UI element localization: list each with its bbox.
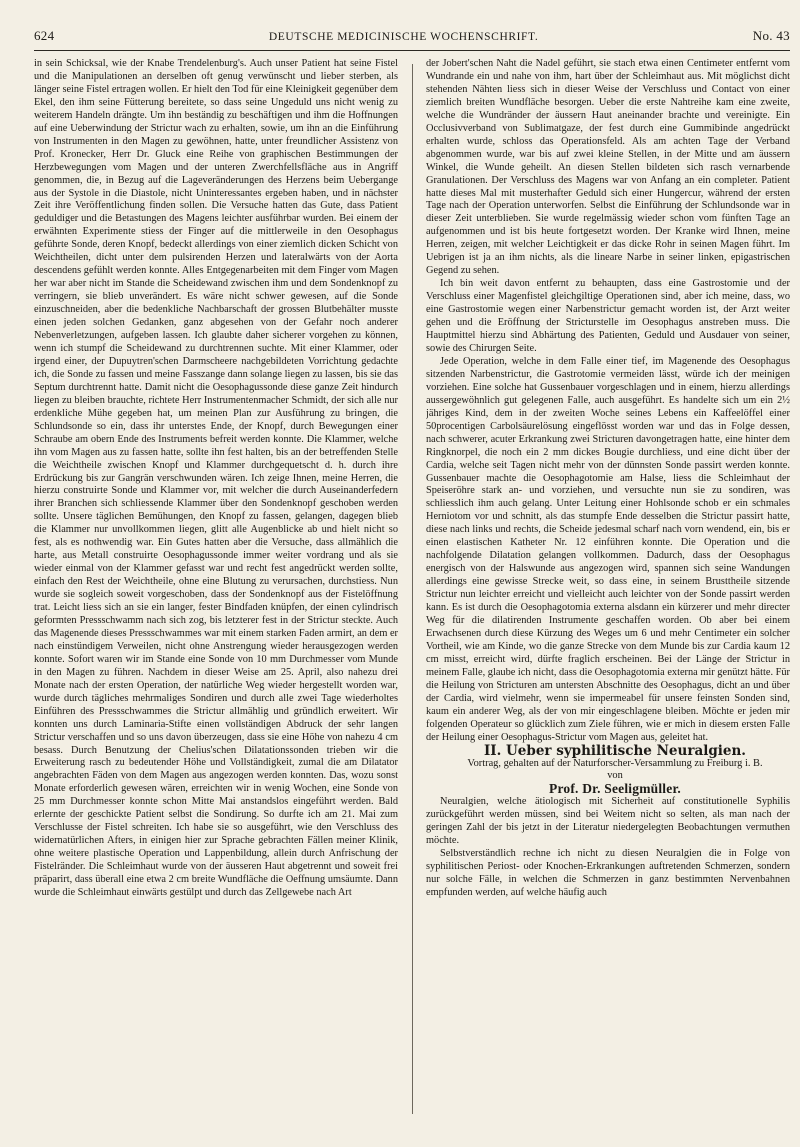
- section-title: II. Ueber syphilitische Neuralgien.: [483, 742, 746, 759]
- header-rule: [34, 50, 790, 51]
- body-paragraph: Jede Operation, welche in dem Falle einer tief, im Magenende des Oesophagus sitzenden Narbenstrictur, die Gastrotomie vermeiden lässt, würde ich der meinigen vorziehen. Eine solche hat Gussenbauer vorgeschlagen und in einem, hierzu allerdings aussergewöhnlich gut gelegenen Falle, auch ausgeführt. Es handelte sich um ein 2½ jähriges Kind, dem in der zweiten Woche seines Lebens ein Kaffeelöffel einer 50procentigen Carbolsäurelösung eingeflösst worden war und das in Folge dessen, nach schwerer, acuter Erkrankung zwei Stricturen davongetragen hatte, eine hinter dem Ringknorpel, die noch ein 2 mm dickes Bougie durchliess, und eine dicht über der Cardia, welche seit Tagen nicht mehr von der dünnsten Sonde passirt werden konnte. Gussenbauer machte die Oesophagotomie am Halse, liess die Schleimhaut der Speiseröhre stark an- und vorziehen, und versuchte nun sie zu sondiren, was schliesslich ihm auch gelang. Unter Leitung einer Hohlsonde schob er ein schmales Herniotom vor und schnitt, als das stumpfe Ende desselben die Strictur passirt hatte, diese nach links und rechts, die Scheide jedesmal scharf nach vorn wendend, ein, bis er einen elastischen Katheter Nr. 12 einführen konnte. Die Operation und die nachfolgende Dilatation gelangen vollkommen. Dadurch, dass der Oesophagus energisch von der Halswunde aus angezogen wird, spannen sich seine Wandungen allerdings eine gewisse Strecke weit, so dass eine, in seinem Brusttheile sitzende Strictur nun leichter erreicht und vielleicht auch leichter von der Sonde passirt werden kann. Es ist durch die Oesophagotomia externa alsdann ein kürzerer und mehr directer Weg für die dilatirenden Instrumente geschaffen worden. Ob aber bei einem Erwachsenen durch diese Kürzung des Weges um 6 und mehr Centimeter ein solcher Vortheil, wie am Kinde, wo die ganze Strecke von dem Munde bis zur Cardia kaum 12 cm misst, erreicht wird, dürfte fraglich erscheinen. Bei der Länge der Strictur in meinem Falle, glaube ich nicht, dass die Oesophagotomia externa mir genützt hätte. Für die Heilung von Stricturen am untersten Abschnitte des Oesophagus, dicht an und über der Cardia, wird vielmehr, wenn sie impermeabel für unsere feinsten Sonden sind, kaum ein anderer Weg, als der von mir eingeschlagene bleiben. Möchte er jeden mir folgenden Operateur so glücklich zum Ziele führen, wie er mich in diesem ersten Falle der Heilung einer Oesophagus-Strictur vom Magen aus, geleitet hat.: [426, 355, 790, 743]
- section-subtitle: Vortrag, gehalten auf der Naturforscher-Versammlung zu Freiburg i. B.: [467, 758, 763, 770]
- body-paragraph: Ich bin weit davon entfernt zu behaupten, dass eine Gastrostomie und der Verschluss einer Magenfistel gleichgiltige Operationen sind, aber ich meine, dass, wo eine Gastrostomie wegen einer Narbenstrictur gemacht worden ist, der Arzt weiter gehen und die Eröffnung der Stricturstelle im Oesophagus anstreben muss. Die Hauptmittel hierzu sind Abhärtung des Patienten, Geduld und Ausdauer von seiner, sowie des Chirurgen Seite.: [426, 278, 790, 354]
- body-paragraph: Selbstverständlich rechne ich nicht zu diesen Neuralgien die in Folge von syphilitischen Periost- oder Knochen-Erkrankungen auftretenden Schmerzen, sondern nur solche Fälle, in welchen die Schmerzen in ganz bestimmten Nervenbahnen empfunden werden, auf welche häufig auch: [426, 848, 790, 899]
- right-column: [426, 58, 790, 1138]
- body-paragraph: der Jobert'schen Naht die Nadel geführt, sie stach etwa einen Centimeter entfernt vom Wundrande ein und nahe von ihm, hart über der Schleimhaut aus. Mit möglichst dicht stehenden Nähten liess sich in dieser Weise der Verschluss und Contact von einer ziemlich breiten Wundfläche besorgen. Ueber die erste Nahtreihe kam eine zweite, welche die Wundränder der äussern Haut aneinander brachte und vereinigte. Ein Occlusivverband von Sublimatgaze, der fest durch eine Gummibinde angedrückt erhalten wurde, schloss das Operationsfeld. Als am achten Tage der Verband abgenommen wurde, war bis auf zwei kleine Stellen, in der Mitte und am äussern Winkel, die Wunde geheilt. An diesen Stellen bildeten sich rasch vernarbende Granulationen. Der Verschluss des Magens war von Anfang an ein completer. Patient hatte dieses Mal mit musterhafter Geduld sich einer Hungercur, während der ersten Tage nach der Operation unterworfen. Selbst die Einführung der Schlundsonde war in dieser Zeit unterblieben. Sie wurde regelmässig wieder schon vom fünften Tage an aufgenommen und ist bis heute fortgesetzt worden. Der Kranke wird Ihnen, meine Herren, zeigen, mit welcher Leichtigkeit er das dicke Rohr in seinen Magen führt. Im Uebrigen ist ja an ihm nichts, als die lineare Narbe in seiner linken, epigastrischen Gegend zu sehen.: [426, 58, 790, 277]
- section-von: von: [607, 770, 623, 782]
- left-column: [34, 58, 398, 1138]
- section-author: Prof. Dr. Seeligmüller.: [549, 781, 681, 797]
- journal-title: DEUTSCHE MEDICINISCHE WOCHENSCHRIFT.: [268, 31, 539, 43]
- column-divider: [412, 64, 413, 1114]
- text-columns: [34, 58, 790, 1138]
- page-number: 624: [34, 28, 55, 43]
- issue-number: No. 43: [752, 28, 790, 43]
- body-paragraph: in sein Schicksal, wie der Knabe Trendelenburg's. Auch unser Patient hat seine Fistel und die Manipulationen an derselben oft genug verwünscht und lieber sterben, als länger seine Fistel ertragen wollen. Er hielt den Tod für eine Kleinigkeit gegenüber dem Ekel, den ihm seine Fütterung bereitete, so dass seine Ungeduld uns nicht wenig zu weiterem Handeln drängte. Um ihn beständig zu beschäftigen und ihm die Hoffnungen auf eine Ueberwindung der Strictur wach zu erhalten, sowie, um ihn an die Einführung von Instrumenten in den Magen zu gewöhnen, hatte, unter freundlicher Assistenz von Prof. Kronecker, Herr Dr. Gluck eine Reihe von graphischen Bestimmungen der Herzbewegungen vom Magen und der unteren Zwerchfellsfläche aus in Angriff genommen, die, in Bezug auf die Lageveränderungen des Herzens beim Uebergange aus der Systole in die Diastole, nicht Uninteressantes ergeben haben, und in nächster Zeit ihre Veröffentlichung finden sollen. Die Versuche hatten das Gute, dass Patient geduldiger und die Betastungen des Magens leichter ausführbar wurden. Bei einem der erwähnten Experimente stiess der Finger auf die mittlerweile in den Oesophagus geführte Sonde, deren Knopf, bedeckt allerdings von einer ziemlich dicken Schicht von Weichtheilen, dicht unter dem pulsirenden Herzen und lateralwärts von der Aorta descendens gefühlt werden konnte. Alles Entgegenarbeiten mit dem Finger vom Magen her war aber nicht im Stande die Scheidewand zwischen ihm und dem Sondenknopf zu verringern, sie blieb unverändert. Es wäre nicht schwer gewesen, auf die Sonde einzuschneiden, aber die bedenkliche Nachbarschaft der grossen Blutbehälter musste einen jeden solchen Gedanken, ganz abgesehen von der Gefahr noch anderer Nebenverletzungen, aufgeben lassen. Ich glaubte daher sicherer vorgehen zu können, wenn ich stumpf die Scheidewand zu durchtrennen suchte. Mit einer Klammer, oder irgend einer, der Dupuytren'schen Darmscheere nachgebildeten Vorrichtung gedachte ich, die Sonde zu fassen und meine Fasszange dann solange liegen zu lassen, bis sie das Septum durchtrennt hatte. Damit nicht die Oesophagussonde diese ganze Zeit hindurch liegen zu bleiben brauchte, richtete Herr Instrumentenmacher Schmidt, der sich alle nur erdenkliche Mühe gegeben hat, um meinen Plan zur Ausführung zu bringen, die Schlundsonde so ein, dass ihr unterstes Ende, der Knopf, durch Bewegungen einer Schraube am obern Ende des Instruments befreit werden konnte. Die Klammer, welche ihn vom Magen aus zu fassen hatte, sollte ihn fest halten, bis an der betreffenden Stelle die Weichtheile zwischen Knopf und Klammer durchgequetscht d. h. durch ihre Erdrückung bis zur Gangrän verschwunden wären. Ich zeige Ihnen, meine Herren, die hierzu construirte Sonde und Klammer vor, mit welcher die durch Auseinanderfedern ihrer Branchen sich schliessende Klammer über den Sondenknopf geschoben werden sollte. Unsere täglichen Bemühungen, den Knopf zu fassen, gelangen, dagegen blieb die Klammer nur unvollkommen liegen, glitt alle Augenblicke ab und hielt nicht so fest, als es nothwendig war. Ein Gutes hatten aber die Versuche, dass allmählich die harte, aus Metall construirte Oesophagussonde immer weiter vordrang und als sie wieder einmal von der Klammer gefasst war und recht fest angedrückt werden sollte, einfach den Rest der Weichtheile, ohne eine Blutung zu verursachen, durchstiess. Nun wurde sie sogleich soweit vorgeschoben, dass der Sondenknopf aus der Fistelöffnung trat. Leicht liess sich an sie ein langer, fester Bindfaden knüpfen, der einen cylindrisch geformten Pressschwamm nach sich zog, bis letzterer fest in der Strictur steckte. Auch das Magenende dieses Pressschwammes war mit einem starken Faden armirt, an dem er nach einstündigem Verweilen, nicht ohne Anstrengung wieder herausgezogen werden konnte. Sofort waren wir im Stande eine Sonde von 10 mm Durchmesser vom Munde in den Magen zu führen. Nachdem in dieser Weise am 25. April, also nahezu drei Monate nach der ersten Operation, der natürliche Weg wieder hergestellt worden war, wurde durch tägliches mehrmaliges Sondiren und durch alle zwei Tage wiederholtes Einführen des Pressschwammes die Strictur allmählig und gründlich erweitert. Wir konnten uns durch Laminaria-Stifte einen vollständigen Abdruck der sehr langen Strictur verschaffen und so uns davon überzeugen, dass sie eine Höhe von nahezu 4 cm besass. Durch Benutzung der Chelius'schen Dilatationssonden trieben wir die Erweiterung rasch zu bedeutender Höhe und Vollständigkeit, zumal die am Dilatator angebrachten Fäden von dem Magen aus angezogen werden konnten. Das, wozu sonst Monate erforderlich gewesen wären, erreichten wir in wenig Wochen, eine Sonde von 25 mm Durchmesser konnte schon Mitte Mai anstandslos eingeführt werden. Bald erlernte der geschickte Patient selbst die Sondirung. So durfte ich am 21. Mai zum Verschlusse der Fistel schreiten. Ich habe sie so ausgeführt, wie den Verschluss des widernatürlichen Afters, in einigen hier zur Sprache gebrachten Fällen meiner Klinik, ohne weitere plastische Operation und Lappenbildung, allein durch Anfrischung der Fistelränder. Die Schleimhaut wurde von der äusseren Haut abgetrennt und soweit frei präparirt, dass überall eine etwa 2 cm breite Wundfläche die Oeffnung umsäumte. Dann wurde die Schleimhaut einwärts gestülpt und durch das Zellgewebe nach Art: [34, 58, 398, 898]
- body-paragraph: Neuralgien, welche ätiologisch mit Sicherheit auf constitutionelle Syphilis zurückgeführt werden müssen, sind bei Weitem nicht so selten, als man nach der geringen Zahl der bis jetzt in der Literatur niedergelegten Beobachtungen vermuthen möchte.: [426, 796, 790, 847]
- running-head: [34, 28, 790, 48]
